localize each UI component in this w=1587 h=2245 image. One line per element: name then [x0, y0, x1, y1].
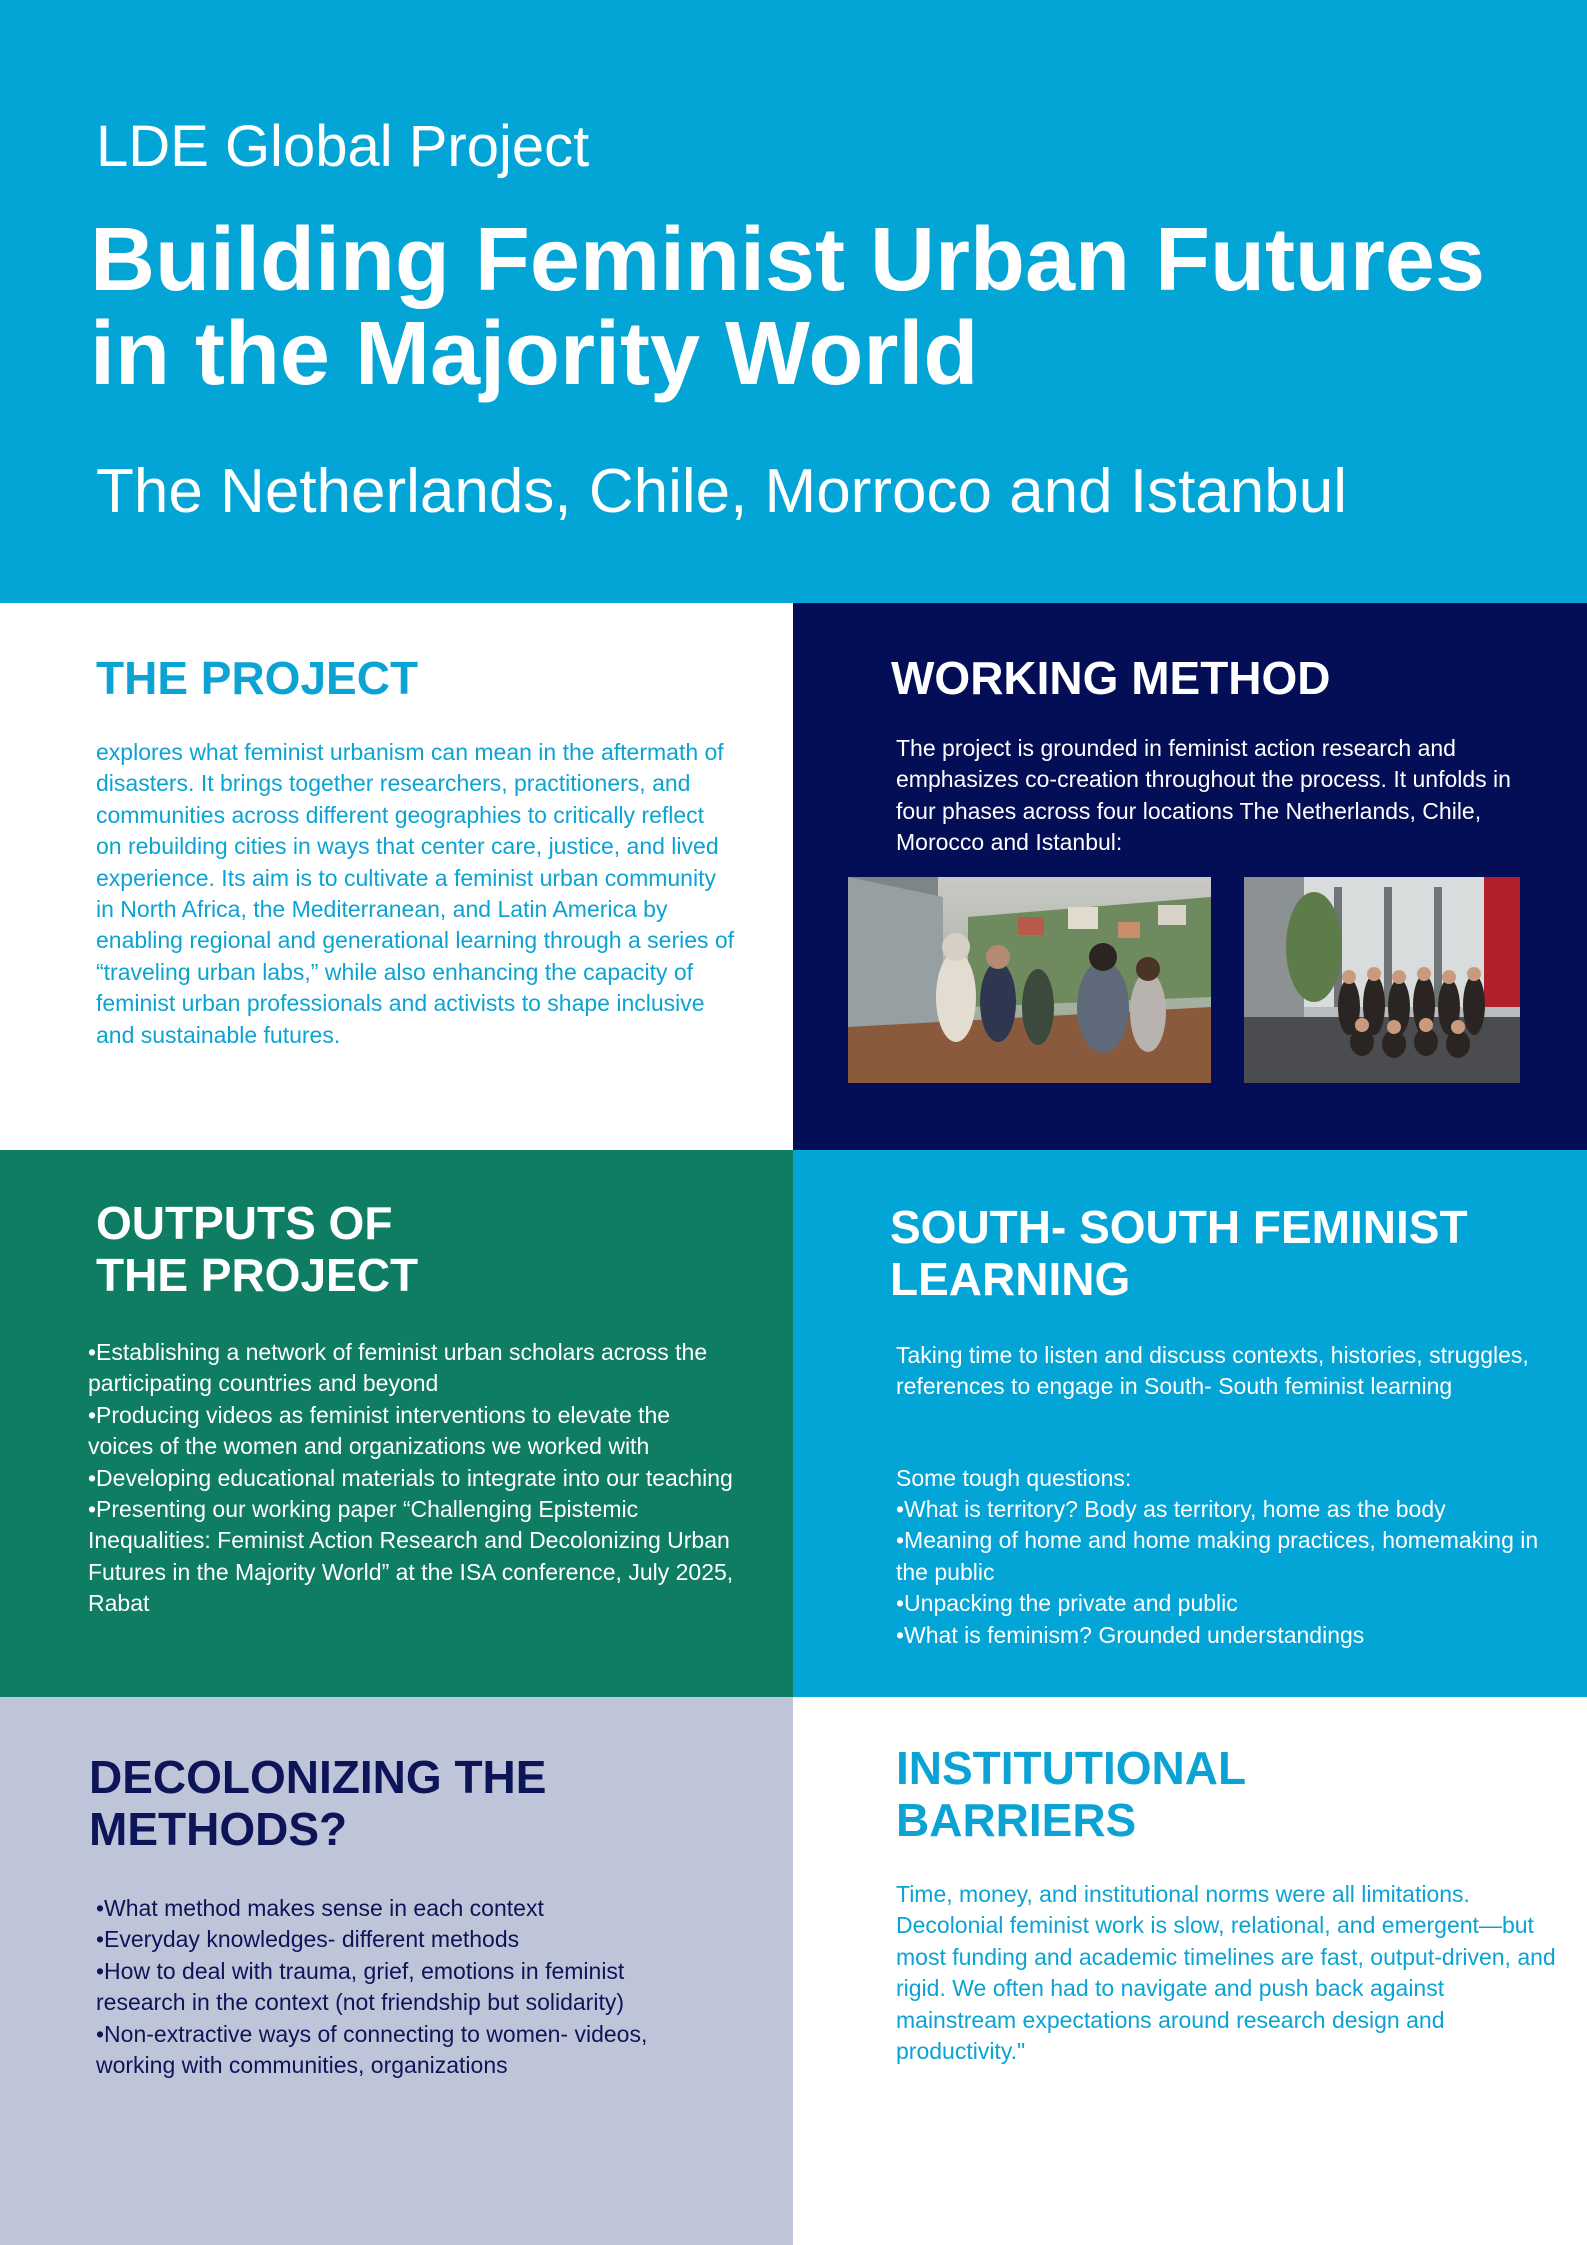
questions-list: [896, 1494, 1576, 1651]
list-item: •What is territory? Body as territory, home as the body: [896, 1496, 1446, 1522]
working-method-section: [793, 603, 1587, 1150]
group-photo: [1244, 877, 1520, 1083]
questions-label: Some tough questions:: [896, 1465, 1132, 1491]
project-section: [0, 603, 793, 1150]
method-heading: WORKING METHOD: [891, 652, 1331, 704]
project-kicker: LDE Global Project: [96, 114, 590, 179]
project-body: explores what feminist urbanism can mean in the aftermath of disasters. It brings together researchers, practitioners, and communities across different geographies to critically reflect on rebuilding cities in ways that center care, justice, and lived experience. Its aim is to cultivate a feminist urban community in North Africa, the Mediterranean, and Latin America by enabling regional and generational learning through a series of “traveling urban labs,” while also enhancing the capacity of feminist urban professionals and activists to shape inclusive and sustainable futures.: [96, 739, 735, 1048]
list-item: •Developing educational materials to integrate into our teaching: [88, 1464, 733, 1491]
fieldwork-photo: [848, 877, 1211, 1083]
page-title: Building Feminist Urban Futures in the Majority World: [90, 210, 1486, 404]
outputs-heading-line2: THE PROJECT: [96, 1249, 419, 1301]
barriers-body: Time, money, and institutional norms were all limitations. Decolonial feminist work is slow, relational, and emergent—but most funding and academic timelines are fast, output-driven, and rigid. We often had to navigate and push back against mainstream expectations around research design and productivity.": [896, 1881, 1556, 2065]
method-body: The project is grounded in feminist action research and emphasizes co-creation throughout the process. It unfolds in four phases across four locations The Netherlands, Chile, Morocco and Istanbul:: [896, 735, 1511, 856]
list-item: •Non-extractive ways of connecting to women- videos, working with communities, organizations: [96, 2020, 648, 2079]
list-item: •Producing videos as feminist interventions to elevate the voices of the women and organizations we worked with: [88, 1401, 671, 1460]
list-item: •What method makes sense in each context: [96, 1895, 544, 1921]
list-item: •Establishing a network of feminist urban scholars across the participating countries and beyond: [88, 1339, 708, 1397]
south-heading-line1: SOUTH- SOUTH FEMINIST: [890, 1201, 1468, 1253]
project-heading: THE PROJECT: [96, 652, 419, 704]
institutional-barriers-section: [793, 1697, 1587, 2245]
list-item: •How to deal with trauma, grief, emotions in feminist research in the context (not friendship but solidarity): [96, 1957, 625, 2016]
south-intro: Taking time to listen and discuss contexts, histories, struggles, references to engage in South- South feminist learning: [896, 1342, 1529, 1400]
list-item: •Presenting our working paper “Challenging Epistemic Inequalities: Feminist Action Research and Decolonizing Urban Futures in the Majority World” at the ISA conference, July 2025, Rabat: [88, 1496, 734, 1617]
list-item: •Everyday knowledges- different methods: [96, 1926, 520, 1953]
outputs-list: [88, 1337, 738, 1620]
decol-heading: [89, 1751, 546, 1855]
list-item: •What is feminism? Grounded understandings: [896, 1621, 1365, 1648]
outputs-section: [0, 1150, 793, 1697]
barriers-heading-line1: INSTITUTIONAL: [896, 1742, 1247, 1794]
list-item: •Unpacking the private and public: [896, 1590, 1238, 1617]
header-banner: [0, 0, 1587, 603]
outputs-heading: [96, 1197, 418, 1301]
decol-heading-line2: METHODS?: [89, 1803, 348, 1855]
list-item: •Meaning of home and home making practices, homemaking in the public: [896, 1527, 1539, 1585]
barriers-heading-line2: BARRIERS: [896, 1794, 1137, 1846]
barriers-heading: [896, 1742, 1246, 1846]
decolonizing-methods-section: [0, 1697, 793, 2245]
decol-list: [96, 1893, 706, 2081]
south-south-learning-section: [793, 1150, 1587, 1697]
south-heading: [890, 1201, 1468, 1305]
outputs-heading-line1: OUTPUTS OF: [96, 1197, 393, 1249]
south-heading-line2: LEARNING: [890, 1253, 1131, 1305]
locations-subtitle: The Netherlands, Chile, Morroco and Istanbul: [96, 457, 1347, 526]
decol-heading-line1: DECOLONIZING THE: [89, 1751, 547, 1803]
